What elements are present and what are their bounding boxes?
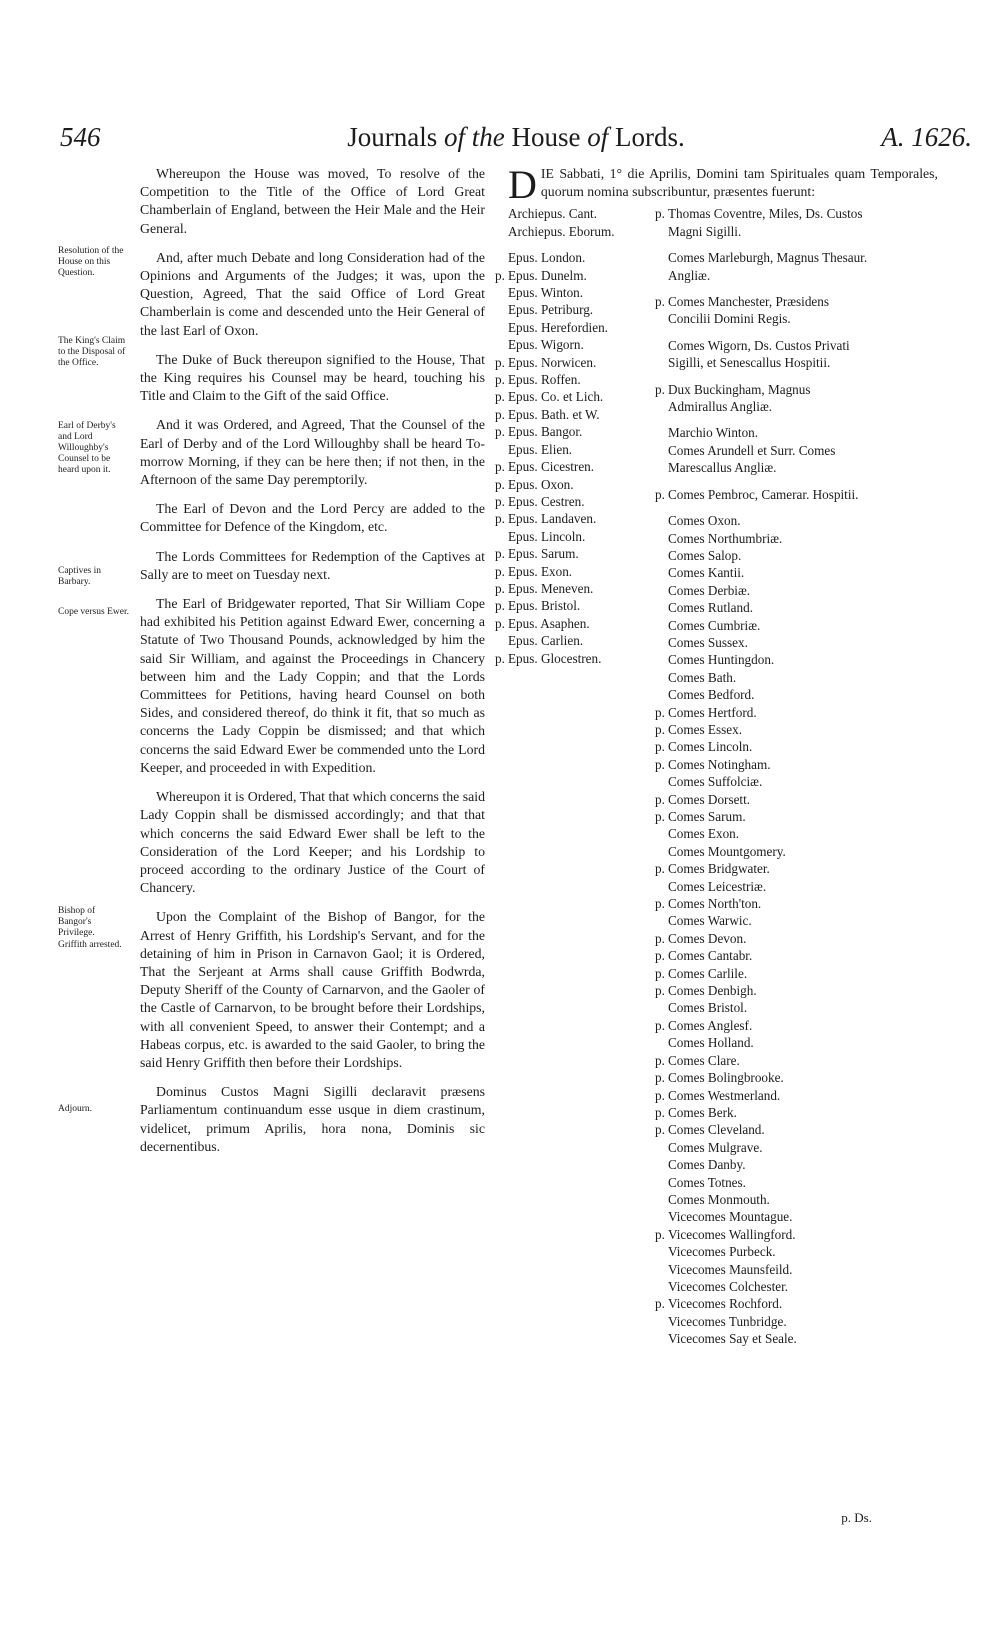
list-item	[668, 843, 868, 860]
list-item	[668, 912, 868, 929]
paragraph: And it was Ordered, and Agreed, That the Counsel of the Earl of Derby and of the Lord Willoughby shall be heard To-morrow Morning, if they can be here then; if not then, in the Afternoon of the same Day peremptorily.	[140, 417, 485, 488]
list-item	[668, 878, 868, 895]
lord-name: Comes Lincoln.	[668, 739, 753, 755]
list-item	[668, 999, 868, 1016]
spiritual-lords-list	[495, 205, 658, 667]
list-item	[508, 632, 658, 649]
present-mark: p.	[655, 948, 665, 964]
list-item	[655, 738, 868, 755]
list-item	[668, 599, 868, 616]
lord-name: Vicecomes Maunsfeild.	[668, 1261, 793, 1277]
list-item	[668, 1191, 868, 1208]
list-item	[655, 486, 868, 503]
list-item	[655, 293, 868, 328]
present-mark: p.	[495, 493, 505, 509]
lord-name: Comes Bath.	[668, 669, 737, 685]
list-item	[508, 284, 658, 301]
present-mark: p.	[655, 1017, 665, 1033]
lord-name: Epus. Winton.	[508, 285, 584, 301]
lord-name: Vicecomes Say et Seale.	[668, 1331, 797, 1347]
list-item	[655, 930, 868, 947]
list-gap	[668, 415, 868, 424]
margin-note: The King's Claim to the Disposal of the Office.	[58, 336, 126, 368]
lord-name: Comes Mulgrave.	[668, 1139, 763, 1155]
lord-name: Comes Warwic.	[668, 913, 752, 929]
title-word: of	[587, 122, 609, 152]
lord-name: Epus. Norwicen.	[508, 354, 597, 370]
present-mark: p.	[495, 354, 505, 370]
lord-name: Comes Cantabr.	[668, 948, 753, 964]
list-item	[668, 1174, 868, 1191]
lord-name: Epus. Sarum.	[508, 546, 579, 562]
present-mark: p.	[495, 389, 505, 405]
list-item	[668, 1139, 868, 1156]
list-gap	[508, 240, 658, 249]
present-mark: p.	[655, 756, 665, 772]
lord-name: Comes Wigorn, Ds. Custos Privati Sigilli, et Senescallus Hospitii.	[668, 337, 850, 371]
lord-name: Epus. Bristol.	[508, 598, 581, 614]
present-mark: p.	[655, 861, 665, 877]
lord-name: Vicecomes Rochford.	[668, 1296, 783, 1312]
present-mark: p.	[655, 206, 665, 222]
present-mark: p.	[495, 546, 505, 562]
list-item	[668, 582, 868, 599]
present-mark: p.	[655, 486, 665, 502]
lord-name: Comes Suffolciæ.	[668, 774, 763, 790]
present-mark: p.	[655, 1070, 665, 1086]
present-mark: p.	[495, 650, 505, 666]
list-item	[668, 1243, 868, 1260]
list-item	[508, 223, 658, 240]
lord-name: Epus. Cestren.	[508, 493, 585, 509]
present-mark: p.	[655, 1104, 665, 1120]
present-mark: p.	[495, 424, 505, 440]
lord-name: Comes Carlile.	[668, 965, 748, 981]
list-item	[495, 510, 658, 527]
list-item	[655, 1017, 868, 1034]
list-item	[508, 301, 658, 318]
margin-note: Cope versus Ewer.	[58, 607, 129, 617]
lord-name: Comes Exon.	[668, 826, 740, 842]
lord-name: Epus. Petriburg.	[508, 302, 594, 318]
lord-name: Comes Salop.	[668, 547, 742, 563]
list-item	[495, 406, 658, 423]
present-mark: p.	[655, 294, 665, 310]
lord-name: Comes Leicestriæ.	[668, 878, 767, 894]
list-item	[668, 249, 868, 284]
list-item	[655, 895, 868, 912]
list-item	[668, 669, 868, 686]
present-mark: p.	[655, 983, 665, 999]
lord-name: Comes Essex.	[668, 721, 742, 737]
title-word: Lords.	[615, 122, 685, 152]
lord-name: Comes Manchester, Præsidens Concilii Domini Regis.	[668, 294, 829, 327]
paragraph: Upon the Complaint of the Bishop of Bangor, for the Arrest of Henry Griffith, his Lordship's Servant, and for the detaining of him in Prison in Carnavon Gaol; it is Ordered, That the Serjeant at Arms shall cause Griffith Bodwrda, Deputy Sheriff of the County of Carnarvon, and the Gaoler of the Castle of Carnarvon, to be brought before their Lordships, with all convenient Speed, to answer their Contempt; and a Habeas corpus, etc. is awarded to the said Gaoler, to bring the said Henry Griffith then before their Lordships.	[140, 909, 485, 1070]
present-mark: p.	[655, 721, 665, 737]
lord-name: Comes Northumbriæ.	[668, 530, 783, 546]
lord-name: Thomas Coventre, Miles, Ds. Custos Magni Sigilli.	[668, 206, 863, 239]
list-item	[668, 1034, 868, 1051]
list-item	[668, 773, 868, 790]
list-item	[655, 381, 868, 416]
list-item	[655, 1104, 868, 1121]
list-item	[495, 354, 658, 371]
present-mark: p.	[495, 563, 505, 579]
title-word: House	[511, 122, 581, 152]
lord-name: Vicecomes Wallingford.	[668, 1226, 796, 1242]
margin-note: Resolution of the House on this Question.	[58, 246, 124, 278]
present-mark: p.	[495, 598, 505, 614]
list-item	[668, 1208, 868, 1225]
lord-name: Comes Cleveland.	[668, 1122, 765, 1138]
present-mark: p.	[655, 930, 665, 946]
lord-name: Archiepus. Eborum.	[508, 223, 615, 239]
margin-note: Captives in Barbary.	[58, 566, 102, 587]
present-mark: p.	[655, 1122, 665, 1138]
list-item	[508, 441, 658, 458]
present-mark: p.	[495, 372, 505, 388]
lord-name: Epus. Bangor.	[508, 424, 583, 440]
present-mark: p.	[655, 704, 665, 720]
attendance-lists	[495, 205, 938, 1405]
lord-name: Comes Berk.	[668, 1104, 737, 1120]
list-item	[495, 423, 658, 440]
lord-name: Comes Huntingdon.	[668, 652, 775, 668]
lord-name: Epus. Landaven.	[508, 511, 597, 527]
lord-name: Vicecomes Purbeck.	[668, 1244, 776, 1260]
right-column	[495, 162, 938, 1405]
list-item	[668, 1313, 868, 1330]
lord-name: Vicecomes Colchester.	[668, 1278, 789, 1294]
list-item	[655, 808, 868, 825]
lord-name: Epus. Co. et Lich.	[508, 389, 604, 405]
list-item	[668, 1330, 868, 1347]
list-item	[668, 1261, 868, 1278]
present-mark: p.	[655, 381, 665, 397]
present-mark: p.	[655, 1052, 665, 1068]
lord-name: Comes Bolingbrooke.	[668, 1070, 784, 1086]
list-gap	[668, 503, 868, 512]
list-item	[668, 651, 868, 668]
paragraph: The Duke of Buck thereupon signified to the House, That the King requires his Counsel may be heard, touching his Title and Claim to the Gift of the said Office.	[140, 351, 485, 404]
list-item	[655, 1295, 868, 1312]
list-item	[655, 860, 868, 877]
list-item	[655, 965, 868, 982]
list-item	[495, 650, 658, 667]
list-item	[655, 721, 868, 738]
present-mark: p.	[655, 791, 665, 807]
list-item	[495, 458, 658, 475]
present-mark: p.	[655, 809, 665, 824]
lord-name: Comes Notingham.	[668, 756, 771, 772]
lord-name: Epus. Carlien.	[508, 633, 584, 649]
list-item	[655, 947, 868, 964]
paragraph: And, after much Debate and long Consideration had of the Opinions and Arguments of the Judges; it was, upon the Question, Agreed, That the said Office of Lord Great Chamberlain is come and descended unto the Heir General of the last Earl of Oxon.	[140, 249, 485, 338]
list-item	[668, 424, 868, 441]
lord-name: Epus. Bath. et W.	[508, 406, 600, 422]
list-item	[508, 205, 658, 222]
intro-text: IE Sabbati, 1° die Aprilis, Domini tam Spirituales quam Temporales, quorum nomina subscribuntur, præsentes fuerunt:	[540, 166, 938, 200]
list-item	[668, 442, 868, 477]
list-item	[668, 617, 868, 634]
title-word: the	[471, 122, 505, 152]
lord-name: Epus. Asaphen.	[508, 615, 590, 631]
lord-name: Comes Pembroc, Camerar. Hospitii.	[668, 486, 859, 502]
list-item	[495, 580, 658, 597]
lord-name: Comes Devon.	[668, 930, 747, 946]
left-column	[140, 165, 485, 1167]
lord-name: Comes Kantii.	[668, 565, 745, 581]
lord-name: Epus. Lincoln.	[508, 528, 586, 544]
present-mark: p.	[655, 739, 665, 755]
running-title	[60, 122, 972, 153]
lord-name: Comes Derbiæ.	[668, 582, 751, 598]
list-item	[668, 1278, 868, 1295]
list-item	[508, 249, 658, 266]
margin-note: Bishop of Bangor's Privilege.	[58, 906, 96, 938]
paragraph: Whereupon the House was moved, To resolve of the Competition to the Title of the Office of Lord Great Chamberlain of England, between the Heir Male and the Heir General.	[140, 166, 485, 236]
paragraph: Dominus Custos Magni Sigilli declaravit præsens Parliamentum continuandum esse usque in diem crastinum, videlicet, primum Aprilis, hora nona, Dominis sic decernentibus.	[140, 1084, 485, 1154]
list-item	[655, 205, 868, 240]
list-gap	[668, 284, 868, 293]
list-item	[495, 371, 658, 388]
lord-name: Comes Mountgomery.	[668, 843, 786, 859]
lord-name: Epus. Oxon.	[508, 476, 574, 492]
lord-name: Comes Bristol.	[668, 1000, 748, 1016]
paragraph: Whereupon it is Ordered, That that which concerns the said Lady Coppin shall be dismissed accordingly; and that that which concerns the said Edward Ewer shall be left to the Consideration of the Lord Keeper; and his Lordship to proceed according to the ordinary Justice of the Court of Chancery.	[140, 789, 485, 896]
list-item	[668, 686, 868, 703]
paragraph: The Earl of Devon and the Lord Percy are added to the Committee for Defence of the Kingdom, etc.	[140, 501, 485, 535]
lord-name: Epus. London.	[508, 250, 586, 266]
lord-name: Comes Bridgwater.	[668, 861, 770, 877]
list-item	[495, 563, 658, 580]
list-item	[668, 564, 868, 581]
lord-name: Epus. Glocestren.	[508, 650, 602, 666]
lord-name: Comes North'ton.	[668, 896, 762, 912]
lord-name: Epus. Cicestren.	[508, 459, 595, 475]
list-gap	[668, 477, 868, 486]
present-mark: p.	[655, 1087, 665, 1103]
lord-name: Comes Marleburgh, Magnus Thesaur. Angliæ.	[668, 250, 868, 283]
present-mark: p.	[655, 965, 665, 981]
lord-name: Epus. Elien.	[508, 441, 573, 457]
lord-name: Comes Clare.	[668, 1052, 740, 1068]
lord-name: Comes Sussex.	[668, 634, 748, 650]
list-item	[668, 1156, 868, 1173]
present-mark: p.	[495, 580, 505, 596]
title-word: Journals	[347, 122, 438, 152]
lord-name: Epus. Wigorn.	[508, 337, 584, 353]
list-item	[655, 1087, 868, 1104]
list-item	[508, 336, 658, 353]
list-item	[495, 615, 658, 632]
lord-name: Comes Dorsett.	[668, 791, 751, 807]
lord-name: Comes Anglesf.	[668, 1017, 753, 1033]
year-heading: A. 1626.	[881, 122, 972, 152]
present-mark: p.	[495, 267, 505, 283]
lord-name: Archiepus. Cant.	[508, 206, 597, 222]
list-item	[668, 547, 868, 564]
list-item	[668, 512, 868, 529]
paragraph: The Earl of Bridgewater reported, That Sir William Cope had exhibited his Petition against Edward Ewer, concerning a Statute of Two Thousand Pounds, acknowledged by him the said Sir William, and against the Proceedings in Chancery between him and the Lady Coppin; and that the Lords Committees for Petitions, having heard Counsel on both Sides, and considered thereof, do think it fit, that so much as concerns the Lady Coppin be dismissed; and that which concerns the said Edward Ewer be commended unto the Lord Keeper, and proceeded in with Expedition.	[140, 596, 485, 775]
title-word: of	[443, 122, 465, 152]
list-item	[655, 1226, 868, 1243]
list-item	[668, 634, 868, 651]
catchword: p. Ds.	[841, 1510, 872, 1525]
list-item	[655, 704, 868, 721]
lord-name: Comes Oxon.	[668, 513, 741, 529]
lord-name: Comes Sarum.	[668, 809, 746, 824]
attendance-intro	[508, 162, 938, 207]
paragraph: The Lords Committees for Redemption of the Captives at Sally are to meet on Tuesday next.	[140, 548, 485, 582]
lord-name: Comes Holland.	[668, 1035, 754, 1051]
list-gap	[668, 372, 868, 381]
lord-name: Epus. Herefordien.	[508, 319, 608, 335]
lord-name: Vicecomes Mountague.	[668, 1209, 793, 1225]
present-mark: p.	[655, 1226, 665, 1242]
list-item	[495, 597, 658, 614]
list-item	[495, 388, 658, 405]
margin-note: Griffith arrested.	[58, 940, 122, 950]
list-item	[655, 1121, 868, 1138]
temporal-lords-list	[655, 205, 868, 1347]
list-item	[655, 791, 868, 808]
lord-name: Comes Arundell et Surr. Comes Marescallus Angliæ.	[668, 442, 836, 476]
list-item	[495, 493, 658, 510]
lord-name: Epus. Meneven.	[508, 580, 594, 596]
list-item	[655, 1069, 868, 1086]
present-mark: p.	[495, 476, 505, 492]
lord-name: Comes Danby.	[668, 1157, 746, 1173]
present-mark: p.	[495, 459, 505, 475]
lord-name: Comes Hertford.	[668, 704, 757, 720]
list-gap	[668, 328, 868, 337]
present-mark: p.	[655, 896, 665, 912]
margin-note: Earl of Derby's and Lord Willoughby's Counsel to be heard upon it.	[58, 421, 116, 475]
list-item	[495, 545, 658, 562]
margin-note: Adjourn.	[58, 1104, 93, 1114]
list-item	[668, 530, 868, 547]
list-item	[508, 528, 658, 545]
present-mark: p.	[495, 406, 505, 422]
lord-name: Marchio Winton.	[668, 425, 759, 441]
list-item	[655, 756, 868, 773]
list-item	[668, 337, 868, 372]
list-item	[495, 267, 658, 284]
lord-name: Comes Monmouth.	[668, 1191, 770, 1207]
lord-name: Epus. Roffen.	[508, 372, 581, 388]
list-item	[508, 319, 658, 336]
lord-name: Comes Denbigh.	[668, 983, 757, 999]
lord-name: Comes Westmerland.	[668, 1087, 781, 1103]
drop-capital: D	[508, 162, 537, 207]
lord-name: Comes Rutland.	[668, 600, 753, 616]
list-item	[655, 1052, 868, 1069]
lord-name: Comes Bedford.	[668, 687, 755, 703]
lord-name: Comes Cumbriæ.	[668, 617, 761, 633]
list-item	[668, 825, 868, 842]
lord-name: Epus. Dunelm.	[508, 267, 587, 283]
list-item	[655, 982, 868, 999]
lord-name: Epus. Exon.	[508, 563, 573, 579]
lord-name: Vicecomes Tunbridge.	[668, 1313, 787, 1329]
running-header	[60, 122, 972, 158]
lord-name: Comes Totnes.	[668, 1174, 746, 1190]
list-gap	[668, 240, 868, 249]
lord-name: Dux Buckingham, Magnus Admirallus Angliæ.	[668, 381, 811, 415]
present-mark: p.	[655, 1296, 665, 1312]
list-item	[495, 476, 658, 493]
present-mark: p.	[495, 615, 505, 631]
page-number: 546	[60, 122, 101, 152]
present-mark: p.	[495, 511, 505, 527]
